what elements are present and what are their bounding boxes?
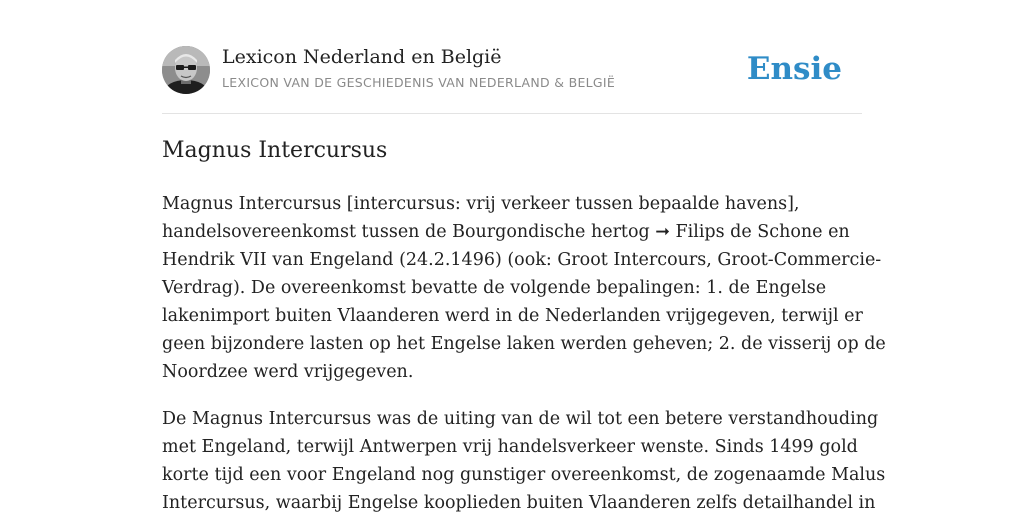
paragraph-2 bbox=[162, 405, 886, 512]
paragraph-line: geen bijzondere lasten op het Engelse laken werden geheven; 2. de visserij op de bbox=[162, 334, 886, 354]
paragraph-line: Verdrag). De overeenkomst bevatte de volgende bepalingen: 1. de Engelse bbox=[162, 278, 827, 298]
paragraph-line: lakenimport buiten Vlaanderen werd in de Nederlanden vrijgegeven, terwijl er bbox=[162, 306, 863, 326]
article-title: Magnus Intercursus bbox=[162, 138, 388, 163]
paragraph-line: met Engeland, terwijl Antwerpen vrij handelsverkeer wenste. Sinds 1499 gold bbox=[162, 437, 858, 457]
paragraph-line: Noordzee werd vrijgegeven. bbox=[162, 362, 414, 382]
author-avatar[interactable] bbox=[162, 46, 210, 94]
paragraph-line: korte tijd een voor Engeland nog gunstiger overeenkomst, de zogenaamde Malus bbox=[162, 465, 886, 485]
paragraph-line: De Magnus Intercursus was de uiting van de wil tot een betere verstandhouding bbox=[162, 409, 879, 429]
ensie-logo-link[interactable]: Ensie bbox=[746, 51, 842, 87]
paragraph-line: handelsovereenkomst tussen de Bourgondische hertog ➞ Filips de Schone en bbox=[162, 222, 850, 242]
paragraph-line: Intercursus, waarbij Engelse kooplieden buiten Vlaanderen zelfs detailhandel in bbox=[162, 493, 876, 512]
article-header bbox=[162, 46, 862, 96]
header-divider bbox=[162, 113, 862, 114]
article-body bbox=[162, 190, 886, 512]
source-subtitle[interactable]: LEXICON VAN DE GESCHIEDENIS VAN NEDERLAND & BELGIË bbox=[222, 75, 616, 90]
paragraph-1 bbox=[162, 190, 886, 386]
source-title[interactable]: Lexicon Nederland en België bbox=[222, 46, 502, 68]
portrait-image bbox=[162, 46, 210, 94]
paragraph-line: Hendrik VII van Engeland (24.2.1496) (ook: Groot Intercours, Groot-Commercie- bbox=[162, 250, 882, 270]
paragraph-line: Magnus Intercursus [intercursus: vrij verkeer tussen bepaalde havens], bbox=[162, 194, 800, 214]
